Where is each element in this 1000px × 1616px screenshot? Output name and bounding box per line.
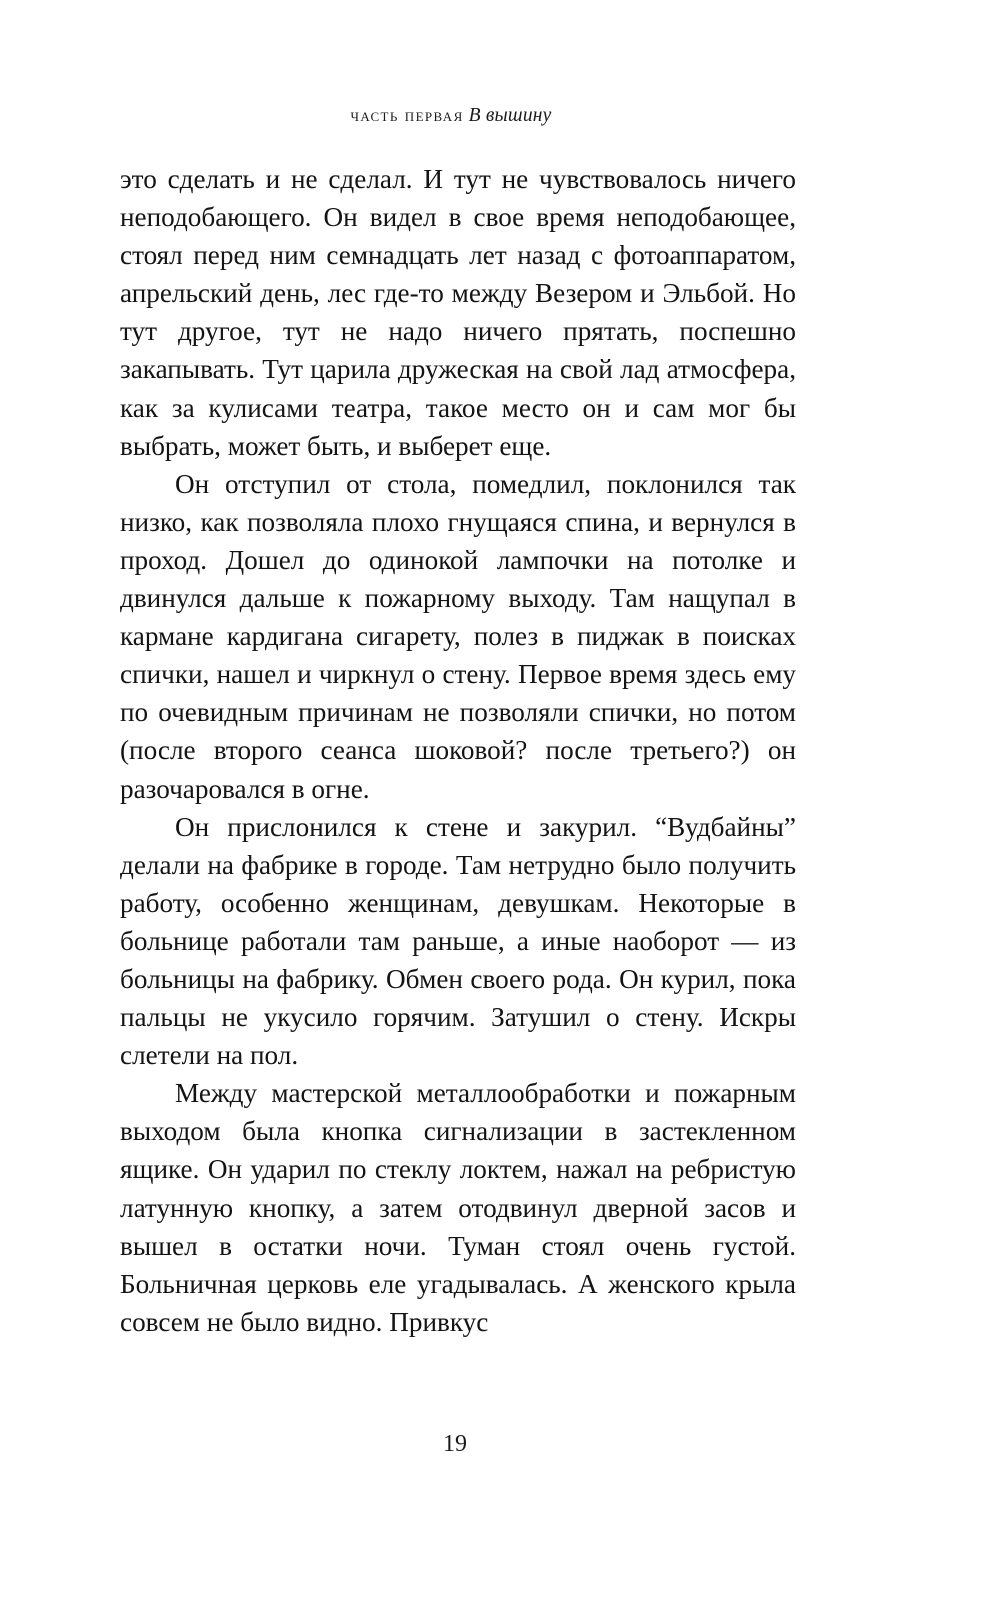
running-head-section-title: В вышину — [468, 105, 552, 126]
body-text-block — [120, 160, 796, 1341]
paragraph-3: Он прислонился к стене и закурил. “Вудбайны” делали на фабрике в городе. Там нетрудно было получить работу, особенно женщинам, девушкам. Некоторые в больнице работали там раньше, а иные наоборот — из больницы на фабрику. Обмен своего рода. Он курил, пока пальцы не укусило горячим. Затушил о стену. Искры слетели на пол. — [120, 811, 796, 1071]
paragraph-2: Он отступил от стола, помедлил, поклонился так низко, как позволяла плохо гнущаяся спина, и вернулся в проход. Дошел до одинокой лампочки на потолке и двинулся дальше к пожарному выходу. Там нащупал в кармане кардигана сигарету, полез в пиджак в поисках спички, нашел и чиркнул о стену. Первое время здесь ему по очевидным причинам не позволяли спички, но потом (после второго сеанса шоковой? после третьего?) он разочаровался в огне. — [120, 468, 796, 804]
running-head-part-label: часть первая — [350, 106, 464, 126]
paragraph-4: Между мастерской металлообработки и пожарным выходом была кнопка сигнализации в застекленном ящике. Он ударил по стеклу локтем, нажал на ребристую латунную кнопку, а затем отодвинул дверной засов и вышел в остатки ночи. Туман стоял очень густой. Больничная церковь еле угадывалась. А женского крыла совсем не было видно. Привкус — [120, 1078, 796, 1337]
page-number: 19 — [443, 1431, 467, 1457]
running-head — [0, 106, 902, 126]
paragraph-1: это сделать и не сделал. И тут не чувствовалось ничего неподобающего. Он видел в свое время неподобающее, стоял перед ним семнадцать лет назад с фотоаппаратом, апрельский день, лес где-то между Везером и Эльбой. Но тут другое, тут не надо ничего прятать, поспешно закапывать. Тут царила дружеская на свой лад атмосфера, как за кулисами театра, такое место он и сам мог бы выбрать, может быть, и выберет еще. — [120, 164, 796, 461]
